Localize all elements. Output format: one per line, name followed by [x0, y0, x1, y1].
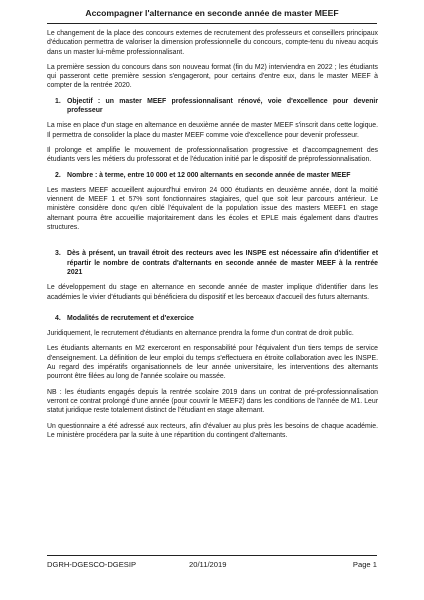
- intro-paragraph-2: La première session du concours dans son nouveau format (fin du M2) interviendra en 2022 ; les étudiants qui passeront cette première session s'engageront, pour certains d'entre eux, dans le master MEEF à compter de la rentrée 2020.: [47, 63, 378, 90]
- section-1-paragraph-2: Il prolonge et amplifie le mouvement de professionnalisation progressive et d'accompagnement des étudiants vers les métiers du professorat et de l'éducation initié par le dispositif de préprofessionnalisation.: [47, 146, 378, 164]
- section-3-paragraph-1: Le développement du stage en alternance en seconde année de master implique d'identifier dans les académies le vivier d'étudiants qui bénéficiera du dispositif et les berceaux d'accueil des futurs alternants.: [47, 284, 378, 301]
- section-3-title: Dès à présent, un travail étroit des recteurs avec les INSPE est nécessaire afin d'identifier et répartir le nombre de contrats d'alternants en seconde année de master MEEF à la rentrée 2021: [67, 250, 378, 276]
- section-4-paragraph-4: Un questionnaire a été adressé aux recteurs, afin d'évaluer au plus près les besoins de chaque académie. Le ministère procédera par la suite à une répartition du contingent d'alternants.: [47, 422, 378, 439]
- section-4-paragraph-1: Juridiquement, le recrutement d'étudiants en alternance prendra la forme d'un contrat de droit public.: [47, 330, 354, 338]
- document-body: [47, 29, 378, 446]
- document-title: Accompagner l'alternance en seconde année de master MEEF: [85, 8, 339, 18]
- section-2-title: Nombre : à terme, entre 10 000 et 12 000 alternants en seconde année de master MEEF: [67, 171, 351, 179]
- section-1-number: 1.: [55, 97, 61, 105]
- footer-page-number: Page 1: [352, 560, 377, 569]
- section-1-paragraph-1: La mise en place d'un stage en alternance en deuxième année de master MEEF s'inscrit dans cette logique. Il permettra de consolider la place du master MEEF comme voie d'excellence pour devenir professeur.: [47, 122, 378, 139]
- section-3-heading: [47, 249, 378, 277]
- spacer: [47, 238, 378, 249]
- page-header: [47, 6, 377, 24]
- section-1-heading: [47, 97, 378, 116]
- section-4-heading: [47, 314, 378, 323]
- section-3-number: 3.: [55, 250, 61, 258]
- section-2-paragraph-1: Les masters MEEF accueillent aujourd'hui environ 24 000 étudiants en deuxième année, dont la moitié viennent de MEEF 1 et 57% sont fonctionnaires stagiaires, quel que soit leur parcours antérieur. Le ministère considère donc qu'en ciblé l'équivalent de la population issue des masters MEEF1 en stage alternant pourra être accueillie majoritairement dans les écoles et EPLE mais également dans d'autres structures.: [47, 186, 378, 232]
- section-2-number: 2.: [55, 171, 61, 179]
- page-footer: [47, 555, 377, 570]
- footer-organization: DGRH-DGESCO-DGESIP: [47, 560, 137, 569]
- section-2-heading: [47, 171, 378, 180]
- section-4-title: Modalités de recrutement et d'exercice: [67, 314, 194, 322]
- footer-date: 20/11/2019: [189, 560, 227, 569]
- section-4-paragraph-3: NB : les étudiants engagés depuis la rentrée scolaire 2019 dans un contrat de pré-professionnalisation verront ce contrat prolongé d'une année (pour couvrir le MEEF2) dans les conditions de l'année de M1. Leur statut juridique reste totalement distinct de l'étudiant en stage alternant.: [47, 388, 378, 415]
- section-4-paragraph-2: Les étudiants alternants en M2 exerceront en responsabilité pour l'équivalent d'un tiers temps de service d'enseignement. La définition de leur emploi du temps s'effectuera en étroite collaboration avec les INSPE. Au regard des impératifs organisationnels de leur année universitaire, les interventions des alternants pourront être filées au long de l'année scolaire ou massée.: [47, 345, 378, 381]
- section-1-title: Objectif : un master MEEF professionnalisant rénové, voie d'excellence pour devenir professeur: [67, 97, 378, 115]
- intro-paragraph-1: Le changement de la place des concours externes de recrutement des professeurs et conseillers principaux d'éducation permettra de valoriser la dimension professionnelle du concours, compte-tenu du niveau acquis dans un master lui-même professionnalisant.: [47, 30, 378, 56]
- section-4-number: 4.: [55, 314, 61, 322]
